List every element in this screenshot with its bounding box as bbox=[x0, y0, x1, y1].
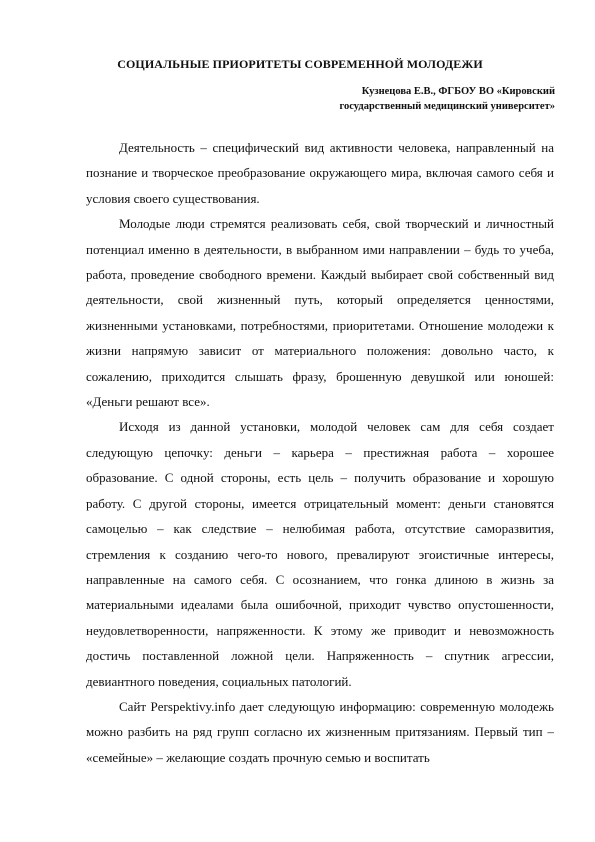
document-title: СОЦИАЛЬНЫЕ ПРИОРИТЕТЫ СОВРЕМЕННОЙ МОЛОДЕЖИ bbox=[117, 57, 483, 71]
paragraph-1: Деятельность – специфический вид активности человека, направленный на познание и творческое преобразование окружающего мира, включая самого себя и условия своего существования. bbox=[86, 140, 554, 206]
paragraph-4: Сайт Perspektivy.info дает следующую информацию: современную молодежь можно разбить на ряд групп согласно их жизненным притязаниям. Первый тип – «семейные» – желающие создать прочную семью и воспитать bbox=[86, 698, 554, 765]
author-line-2: государственный медицинский университет» bbox=[339, 101, 555, 112]
document-body bbox=[86, 135, 554, 770]
paragraph-2: Молодые люди стремятся реализовать себя, свой творческий и личностный потенциал именно в деятельности, в выбранном ими направлении – будь то учеба, работа, проведение свободного времени. Каждый выбирает свой собственный вид деятельности, свой жизненный путь, который определяется ценностями, жизненными установками, потребностями, приоритетами. Отношение молодежи к жизни напрямую зависит от материального положения: довольно часто, к сожалению, приходится слышать фразу, брошенную девушкой или юношей: «Деньги решают все». bbox=[86, 216, 554, 410]
author-affiliation bbox=[255, 84, 555, 114]
paragraph-3: Исходя из данной установки, молодой человек сам для себя создает следующую цепочку: деньги – карьера – престижная работа – хорошее образование. С одной стороны, есть цель – получить образование и хорошую работу. С другой стороны, имеется отрицательный момент: деньги становятся самоцелью – как следствие – нелюбимая работа, отсутствие саморазвития, стремления к созданию чего-то нового, превалируют эгоистичные интересы, направленные на самого себя. С осознанием, что гонка длиною в жизнь за материальными идеалами была ошибочной, приходит чувство опустошенности, неудовлетворенности, напряженности. К этому же приводит и невозможность достичь поставленной ложной цели. Напряженность – спутник агрессии, девиантного поведения, социальных патологий. bbox=[86, 419, 554, 689]
author-line-1: Кузнецова Е.В., ФГБОУ ВО «Кировский bbox=[361, 86, 555, 97]
